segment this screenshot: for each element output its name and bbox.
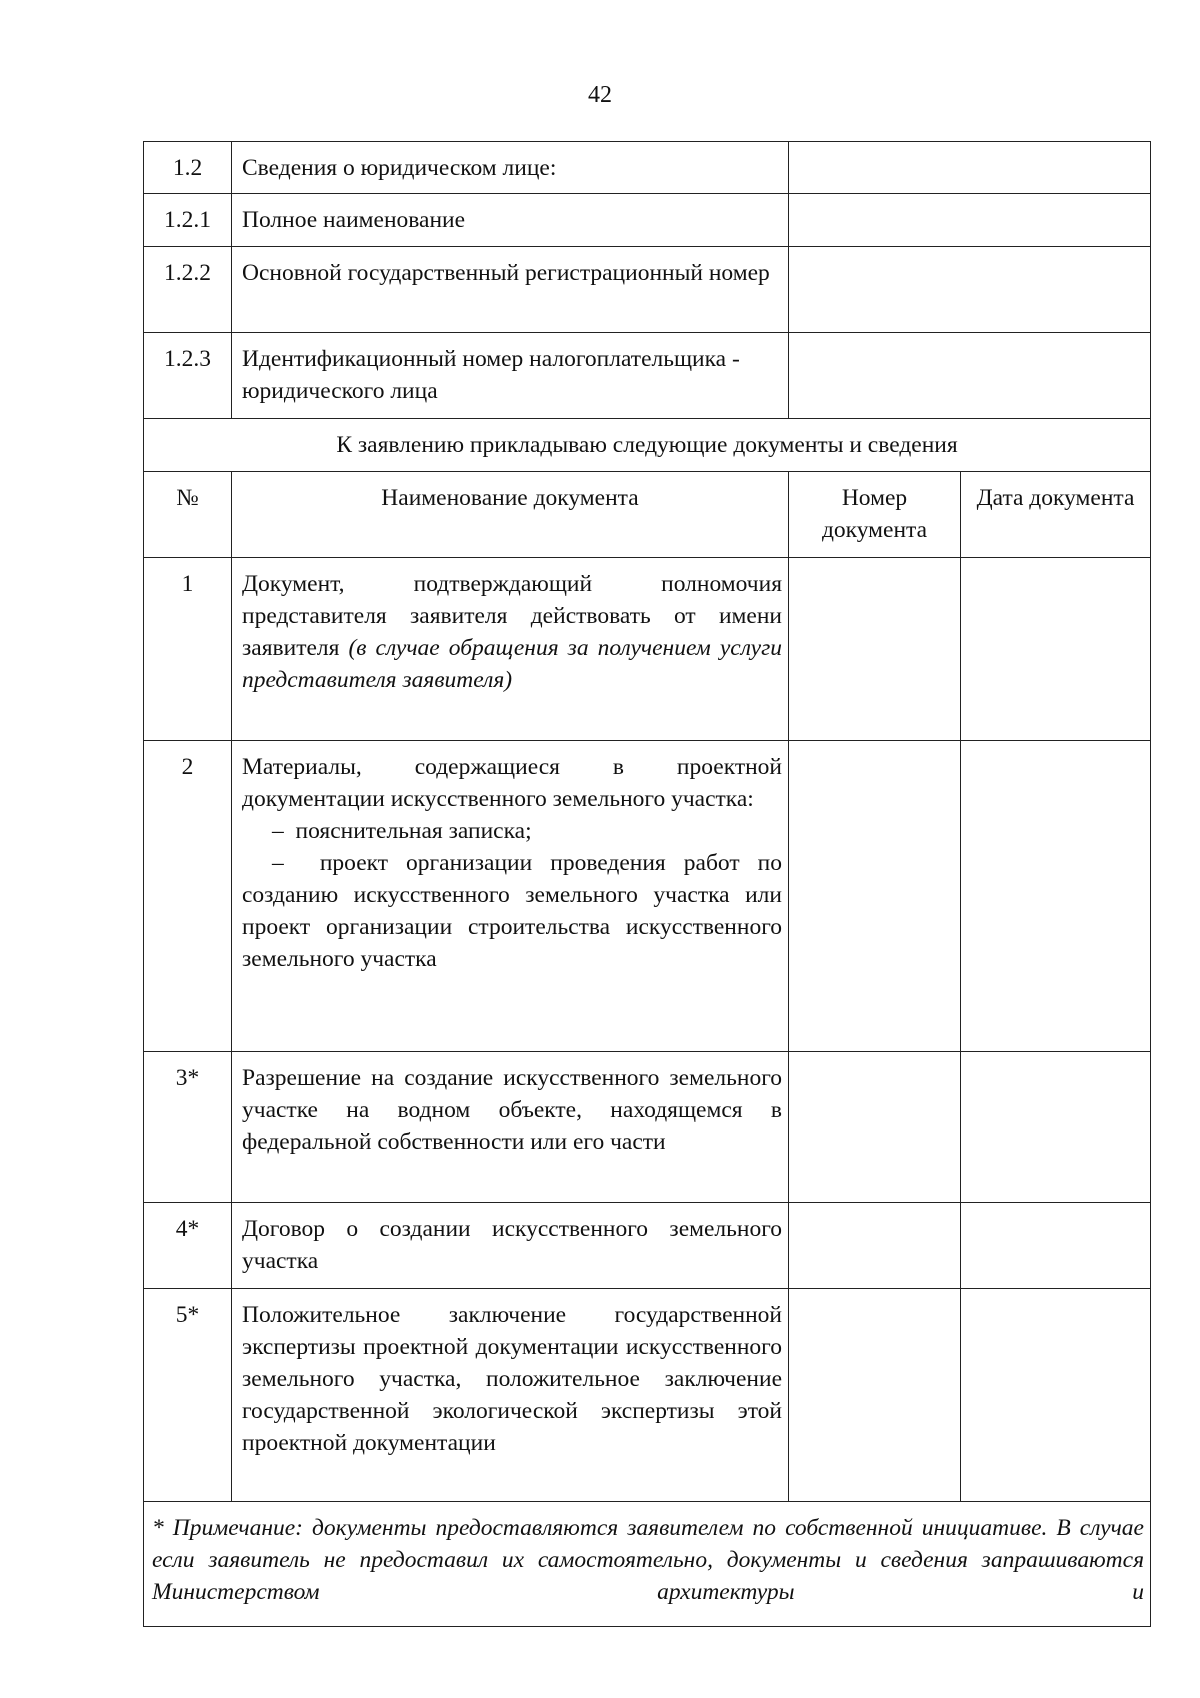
row-number: 1.2.3 [144,333,232,419]
doc-number-cell[interactable] [789,1203,961,1289]
doc-date-cell[interactable] [961,1052,1151,1203]
row-number: 1.2.1 [144,194,232,247]
doc-date-cell[interactable] [961,741,1151,1052]
doc-name: Договор о создании искусственного земельного участка [232,1203,789,1289]
doc-number: 4* [144,1203,232,1289]
row-number: 1.2.2 [144,247,232,333]
doc-number-cell[interactable] [789,741,961,1052]
value-cell[interactable] [789,194,1151,247]
doc-text: Материалы, содержащиеся в проектной документации искусственного земельного участка: [242,754,782,812]
attachments-heading: К заявлению прикладываю следующие документы и сведения [144,419,1151,472]
table-row [144,1289,1151,1502]
doc-date-cell[interactable] [961,558,1151,741]
list-item-text: проект организации проведения работ по созданию искусственного земельного участка или проект организации строительства искусственного земельного участка [242,850,782,972]
col-header-no: № [144,472,232,558]
footnote-row [144,1502,1151,1627]
doc-number: 2 [144,741,232,1052]
doc-number: 1 [144,558,232,741]
list-item [242,815,782,847]
col-header-name: Наименование документа [232,472,789,558]
field-label: Сведения о юридическом лице: [232,142,789,194]
doc-name [232,741,789,1052]
doc-name: Разрешение на создание искусственного земельного участке на водном объекте, находящемся в федеральной собственности или его части [232,1052,789,1203]
row-number: 1.2 [144,142,232,194]
table-row [144,247,1151,333]
footnote: * Примечание: документы предоставляются заявителем по собственной инициативе. В случае если заявитель не предоставил их самостоятельно, документы и сведения запрашиваются Министерством архитектуры и [144,1502,1151,1627]
field-label: Полное наименование [232,194,789,247]
page-number: 42 [588,82,612,108]
doc-number-cell[interactable] [789,1052,961,1203]
value-cell[interactable] [789,333,1151,419]
list-item-text: пояснительная записка; [295,818,532,844]
doc-date-cell[interactable] [961,1289,1151,1502]
doc-number-cell[interactable] [789,1289,961,1502]
table-row [144,1203,1151,1289]
section-heading-row [144,419,1151,472]
table-row [144,1052,1151,1203]
application-form-table [143,141,1151,1627]
col-header-doc-number: Номер документа [789,472,961,558]
doc-italic-note: (в случае обращения за получением услуги представителя заявителя) [242,635,782,693]
doc-number: 5* [144,1289,232,1502]
field-label: Основной государственный регистрационный номер [232,247,789,333]
doc-number-cell[interactable] [789,558,961,741]
column-header-row [144,472,1151,558]
col-header-doc-date: Дата документа [961,472,1151,558]
doc-name [232,558,789,741]
doc-text: Документ, подтверждающий полномочия представителя заявителя действовать от имени заявителя [242,571,782,661]
doc-name: Положительное заключение государственной экспертизы проектной документации искусственного земельного участка, положительное заключение государственной экологической экспертизы этой проектной документации [232,1289,789,1502]
table-row [144,558,1151,741]
table-row [144,741,1151,1052]
dash-bullet: – [272,818,296,844]
table-row [144,333,1151,419]
list-item [242,847,782,975]
doc-date-cell[interactable] [961,1203,1151,1289]
value-cell[interactable] [789,142,1151,194]
field-label: Идентификационный номер налогоплательщика - юридического лица [232,333,789,419]
dash-bullet: – [272,850,320,876]
table-row [144,194,1151,247]
value-cell[interactable] [789,247,1151,333]
table-row [144,142,1151,194]
doc-number: 3* [144,1052,232,1203]
